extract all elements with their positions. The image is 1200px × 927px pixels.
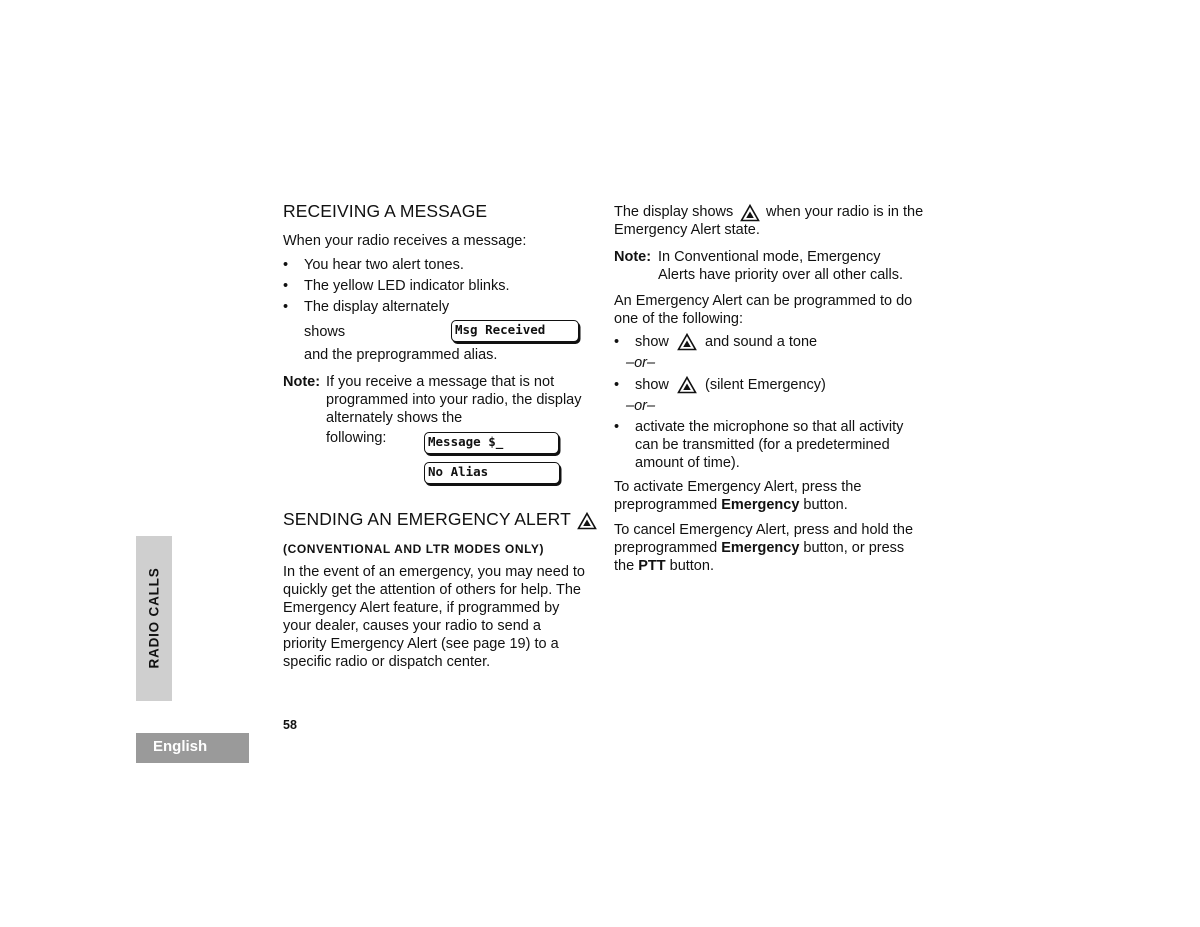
- section-tab: [136, 536, 172, 701]
- sending-subheading: (CONVENTIONAL AND LTR MODES ONLY): [283, 542, 545, 556]
- or-separator: –or–: [626, 355, 656, 371]
- receiving-intro: When your radio receives a message:: [283, 233, 527, 249]
- sending-heading: SENDING AN EMERGENCY ALERT: [283, 509, 571, 529]
- bullet-display-alternately: The display alternately: [304, 299, 450, 315]
- display-shows-text-a: The display shows: [614, 204, 734, 220]
- cancel-line-1: To cancel Emergency Alert, press and hold the: [614, 522, 914, 538]
- emergency-paragraph-line: In the event of an emergency, you may need to: [283, 564, 586, 580]
- note-line-2: programmed into your radio, the display: [326, 392, 582, 408]
- page-number: 58: [283, 718, 297, 732]
- note-label: Note:: [283, 374, 321, 390]
- note-line-3: alternately shows the: [326, 410, 463, 426]
- cancel-text: preprogrammed: [614, 540, 718, 556]
- receiving-heading: RECEIVING A MESSAGE: [283, 201, 488, 221]
- option-3-line-2: can be transmitted (for a predetermined: [635, 437, 890, 453]
- emergency-paragraph-line: priority Emergency Alert (see page 19) to a: [283, 636, 559, 652]
- bullet-mark: •: [283, 278, 289, 294]
- emergency-triangle-icon: [677, 333, 697, 351]
- option-2-show: show: [635, 377, 669, 393]
- programmed-options-line-2: one of the following:: [614, 311, 743, 327]
- cancel-text: button, or press: [803, 540, 905, 556]
- emergency-triangle-icon: [677, 376, 697, 394]
- programmed-options-line-1: An Emergency Alert can be programmed to do: [614, 293, 913, 309]
- emergency-paragraph-line: your dealer, causes your radio to send a: [283, 618, 541, 634]
- section-tab-label: RADIO CALLS: [146, 567, 162, 669]
- activate-line-1: To activate Emergency Alert, press the: [614, 479, 862, 495]
- bullet-alert-tones: You hear two alert tones.: [304, 257, 464, 273]
- bullet-mark: •: [614, 334, 620, 350]
- activate-line-2: [614, 496, 848, 514]
- emergency-triangle-icon: [577, 512, 597, 530]
- activate-text: preprogrammed: [614, 497, 718, 513]
- lcd-msg-received: Msg Received: [451, 320, 579, 342]
- ptt-button-label: PTT: [638, 558, 666, 574]
- bullet-preprogrammed-alias: and the preprogrammed alias.: [304, 347, 498, 363]
- emergency-paragraph-line: quickly get the attention of others for help. The: [283, 582, 581, 598]
- emergency-paragraph-line: specific radio or dispatch center.: [283, 654, 491, 670]
- emergency-paragraph-line: Emergency Alert feature, if programmed by: [283, 600, 560, 616]
- bullet-led-blinks: The yellow LED indicator blinks.: [304, 278, 510, 294]
- emergency-triangle-icon: [740, 204, 760, 222]
- cancel-line-2: [614, 539, 904, 557]
- option-2-silent: (silent Emergency): [705, 377, 826, 393]
- display-shows-text-line-2: Emergency Alert state.: [614, 222, 760, 238]
- option-3-line-3: amount of time).: [635, 455, 740, 471]
- lcd-no-alias: No Alias: [424, 462, 560, 484]
- option-1-show: show: [635, 334, 669, 350]
- bullet-mark: •: [283, 299, 289, 315]
- note-label: Note:: [614, 249, 652, 265]
- cancel-text: the: [614, 558, 635, 574]
- activate-text: button.: [803, 497, 848, 513]
- note-line-2: Alerts have priority over all other calls.: [658, 267, 903, 283]
- language-tab: English: [136, 733, 249, 763]
- lcd-message-number: Message $_: [424, 432, 559, 454]
- note-line-1: In Conventional mode, Emergency: [658, 249, 881, 265]
- display-shows-text-b: when your radio is in the: [766, 204, 924, 220]
- note-line-4: following:: [326, 430, 387, 446]
- option-1-sound-tone: and sound a tone: [705, 334, 818, 350]
- cancel-text: button.: [669, 558, 714, 574]
- emergency-button-label: Emergency: [721, 540, 800, 556]
- or-separator: –or–: [626, 398, 656, 414]
- bullet-mark: •: [614, 419, 620, 435]
- bullet-display-shows: shows: [304, 324, 346, 340]
- bullet-mark: •: [283, 257, 289, 273]
- option-3-line-1: activate the microphone so that all activity: [635, 419, 904, 435]
- emergency-button-label: Emergency: [721, 497, 800, 513]
- cancel-line-3: [614, 557, 714, 575]
- note-line-1: If you receive a message that is not: [326, 374, 555, 390]
- bullet-mark: •: [614, 377, 620, 393]
